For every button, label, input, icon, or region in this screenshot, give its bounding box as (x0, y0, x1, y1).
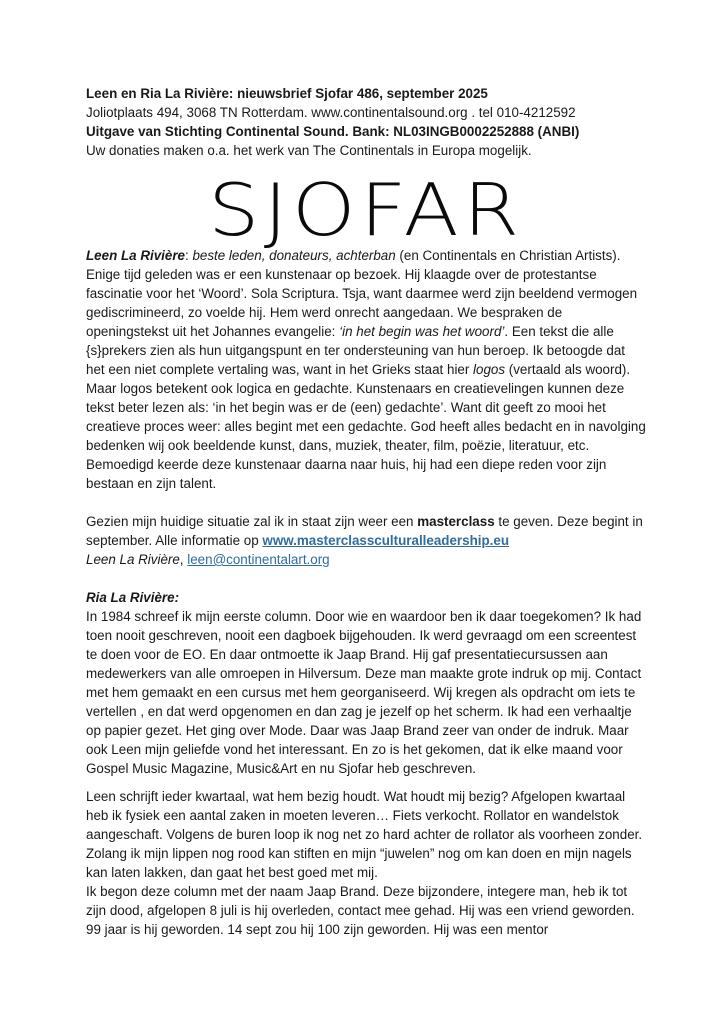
sjofar-logo: SJOFAR (208, 168, 524, 252)
newsletter-page (86, 84, 646, 939)
quote-text: ‘in het begin was het woord’ (339, 324, 505, 339)
email-link[interactable]: leen@continentalart.org (187, 552, 330, 567)
donation-line: Uw donaties maken o.a. het werk van The Continentals in Europa mogelijk. (86, 143, 532, 158)
newsletter-header (86, 84, 646, 160)
signature-name: Leen La Rivière (86, 552, 180, 567)
leen-section (86, 246, 646, 569)
ria-paragraph-1: In 1984 schreef ik mijn eerste column. Door wie en waardoor ben ik daar toegekomen? Ik had toen nooit geschreven, nooit een dagboek bijgehouden. Ik werd gevraagd om een screentest te doen voor de EO. En daar ontmoette ik Jaap Brand. Hij gaf presentatiecursussen aan medewerkers van alle omroepen in Hilversum. Deze man maakte grote indruk op mij. Contact met hem gemaakt en een cursus met hem georganiseerd. Wij kregen als opdracht om iets te vertellen , en dat werd opgenomen en dan zag je jezelf op het scherm. Ik had een verhaaltje op papier gezet. Het ging over Mode. Daar was Jaap Brand zeer van onder de indruk. Maar ook Leen mijn geliefde vond het interessant. En zo is het gekomen, dat ik elke maand voor Gospel Music Magazine, Music&Art en nu Sjofar heb geschreven. (86, 609, 642, 776)
greeting-text: beste leden, donateurs, achterban (192, 248, 396, 263)
leen-signature: Leen La Rivière, leen@continentalart.org (86, 552, 330, 567)
leen-paragraph-1: Enige tijd geleden was er een kunstenaar op bezoek. Hij klaagde over de protestantse fascinatie voor het ‘Woord’. Sola Scriptura. Tsja, want daarmee werd zijn beeldend vermogen gediscrimineerd, zo voelde hij. Hem werd onrecht aangedaan. We bespraken de openingstekst uit het Johannes evangelie: ‘in het begin was het woord’. Een tekst die alle {s}prekers zien als hun uitgangspunt en ter ondersteuning van hun beroep. Ik betoogde dat het een niet complete vertaling was, want in het Grieks staat hier logos (vertaald als woord). Maar logos betekent ook logica en gedachte. Kunstenaars en creatievelingen kunnen deze tekst beter lezen als: ‘in het begin was er de (een) gedachte’. Want dit geeft zo mooi het creatieve proces weer: alles begint met een gedachte. God heeft alles bedacht en in navolging bedenken wij ook beeldende kunst, dans, muziek, theater, film, poëzie, literatuur, etc. Bemoedigd keerde deze kunstenaar daarna naar huis, hij had een diepe reden voor zijn bestaan en zijn talent. (86, 267, 646, 491)
masterclass-word: masterclass (417, 514, 495, 529)
ria-section (86, 588, 646, 939)
masterclass-link[interactable]: www.masterclassculturalleadership.eu (262, 533, 509, 548)
ria-heading: Ria La Rivière: (86, 590, 180, 605)
address-line: Joliotplaats 494, 3068 TN Rotterdam. www.continentalsound.org . tel 010-4212592 (86, 105, 576, 120)
leen-greeting: Leen La Rivière: beste leden, donateurs, achterban (en Continentals en Christian Artists). (86, 248, 621, 263)
newsletter-title: Leen en Ria La Rivière: nieuwsbrief Sjofar 486, september 2025 (86, 86, 488, 101)
leen-author: Leen La Rivière (86, 248, 185, 263)
logos-word: logos (473, 362, 506, 377)
ria-paragraph-2: Leen schrijft ieder kwartaal, wat hem bezig houdt. Wat houdt mij bezig? Afgelopen kwartaal heb ik fysiek een aantal zaken in moeten leveren… Fiets verkocht. Rollator en wandelstok aangeschaft. Volgens de buren loop ik nog net zo hard achter de rollator als voorheen zonder. Zolang ik mijn lippen nog rood kan stiften en mijn “juwelen” nog om kan doen en mijn nagels kan laten lakken, dan gaat het best goed met mij. (86, 789, 643, 880)
ria-paragraph-3: Ik begon deze column met der naam Jaap Brand. Deze bijzondere, integere man, heb ik tot zijn dood, afgelopen 8 juli is hij overleden, contact mee gehad. Hij was een vriend geworden. 99 jaar is hij geworden. 14 sept zou hij 100 zijn geworden. Hij was een mentor (86, 884, 635, 937)
leen-paragraph-2: Gezien mijn huidige situatie zal ik in staat zijn weer een masterclass te geven. Deze begint in september. Alle informatie op www.masterclassculturalleadership.eu (86, 514, 643, 548)
publisher-bank-line: Uitgave van Stichting Continental Sound. Bank: NL03INGB0002252888 (ANBI) (86, 124, 580, 139)
